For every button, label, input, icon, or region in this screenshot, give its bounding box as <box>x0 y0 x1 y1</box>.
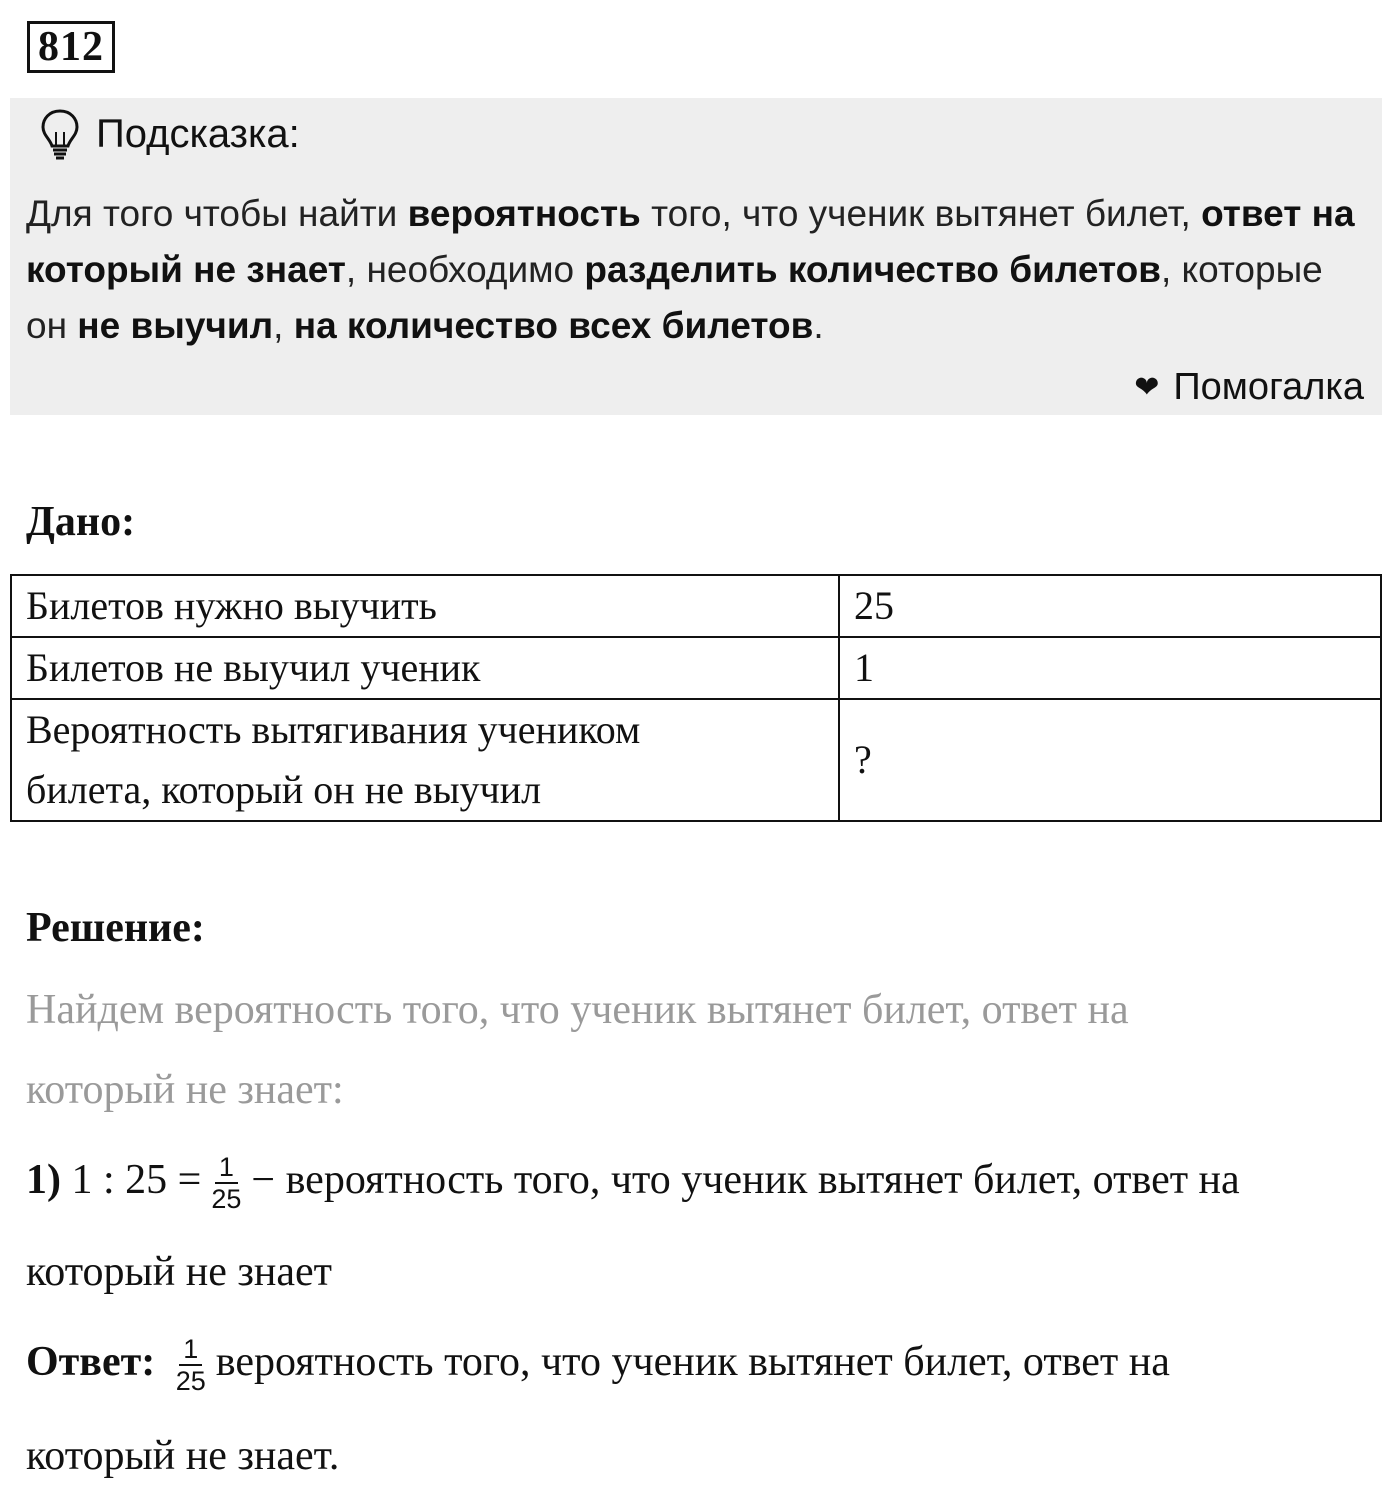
answer-label: Ответ: <box>26 1339 156 1385</box>
hint-text-part: , которые он <box>26 249 1323 346</box>
fraction-denominator: 25 <box>175 1366 206 1397</box>
table-cell-label-line: билета, который он не выучил <box>26 767 542 812</box>
answer-fraction <box>172 1334 210 1396</box>
table-cell-label <box>11 699 839 821</box>
step-label: 1) <box>26 1157 61 1203</box>
answer-line <box>26 1320 1386 1404</box>
answer-line-cont: который не знает. <box>26 1433 340 1479</box>
table-row <box>11 575 1381 637</box>
answer-text: вероятность того, что ученик вытянет билет, ответ на <box>215 1339 1170 1385</box>
table-cell-value: ? <box>839 699 1381 821</box>
hint-text-bold: вероятность <box>407 193 641 234</box>
fraction-numerator: 1 <box>179 1334 202 1366</box>
step-expression: 1 : 25 = <box>71 1157 202 1203</box>
solution-title: Решение: <box>26 905 205 951</box>
hint-text-bold: на количество всех билетов <box>293 305 814 346</box>
hint-text-bold: разделить количество билетов <box>584 249 1161 290</box>
lightbulb-icon <box>40 108 80 160</box>
step-text: − вероятность того, что ученик вытянет билет, ответ на <box>251 1157 1240 1203</box>
hint-title: Подсказка: <box>96 111 300 156</box>
table-row <box>11 699 1381 821</box>
hint-text <box>26 186 1366 354</box>
solution-step-1 <box>26 1138 1386 1222</box>
hint-box <box>10 98 1382 415</box>
credit-label: Помогалка <box>1173 366 1364 408</box>
problem-number: 812 <box>27 21 115 73</box>
hint-text-bold: не выучил <box>77 305 274 346</box>
given-title: Дано: <box>26 499 136 545</box>
fraction-numerator: 1 <box>215 1152 238 1184</box>
step-fraction <box>207 1152 245 1214</box>
solution-step-1-cont: который не знает <box>26 1249 333 1295</box>
hint-text-part: того, что ученик вытянет билет, <box>640 193 1202 234</box>
table-cell-value: 25 <box>839 575 1381 637</box>
table-row <box>11 637 1381 699</box>
hint-text-part: Для того чтобы найти <box>26 193 408 234</box>
heart-icon: ❤ <box>1134 371 1160 404</box>
given-table <box>10 574 1382 822</box>
table-cell-label: Билетов не выучил ученик <box>11 637 839 699</box>
hint-text-part: , необходимо <box>345 249 585 290</box>
solution-intro-line: Найдем вероятность того, что ученик вытянет билет, ответ на <box>26 987 1129 1033</box>
hint-text-part: . <box>813 305 824 346</box>
hint-text-bold: ответ на который не знает <box>26 193 1355 290</box>
fraction-denominator: 25 <box>211 1184 242 1215</box>
solution-intro-line: который не знает: <box>26 1067 344 1113</box>
hint-credit <box>1134 366 1364 409</box>
table-cell-value: 1 <box>839 637 1381 699</box>
table-cell-label-line: Вероятность вытягивания учеником <box>26 707 641 752</box>
table-cell-label: Билетов нужно выучить <box>11 575 839 637</box>
hint-header <box>40 108 300 160</box>
hint-text-part: , <box>273 305 294 346</box>
